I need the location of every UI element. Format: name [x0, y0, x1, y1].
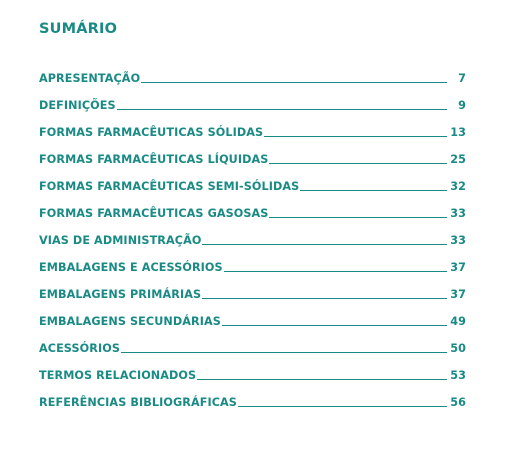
toc-entry-label: FORMAS FARMACÊUTICAS SÓLIDAS — [39, 126, 264, 139]
toc-entry-page: 37 — [450, 288, 466, 301]
toc-entry-page: 56 — [450, 396, 466, 409]
toc-entry[interactable] — [39, 180, 466, 207]
toc-entry-label: REFERÊNCIAS BIBLIOGRÁFICAS — [39, 396, 237, 409]
toc-entry-label: FORMAS FARMACÊUTICAS SEMI-SÓLIDAS — [39, 180, 300, 193]
toc-entry-label: EMBALAGENS PRIMÁRIAS — [39, 288, 202, 301]
toc-leader-line — [222, 325, 447, 326]
toc-leader-line — [300, 190, 447, 191]
page-title: SUMÁRIO — [39, 21, 118, 37]
toc-leader-line — [197, 379, 447, 380]
toc-leader-line — [269, 163, 447, 164]
toc-entry-page: 53 — [450, 369, 466, 382]
toc-entry-label: DEFINIÇÕES — [39, 99, 116, 112]
toc-entry-label: FORMAS FARMACÊUTICAS GASOSAS — [39, 207, 269, 220]
toc-leader-line — [269, 217, 447, 218]
toc-leader-line — [202, 244, 447, 245]
toc-entry-label: TERMOS RELACIONADOS — [39, 369, 197, 382]
toc-entry[interactable] — [39, 342, 466, 369]
table-of-contents — [39, 72, 466, 423]
toc-entry[interactable] — [39, 234, 466, 261]
toc-entry[interactable] — [39, 288, 466, 315]
toc-entry[interactable] — [39, 396, 466, 423]
toc-entry-page: 9 — [458, 99, 466, 112]
toc-entry-label: VIAS DE ADMINISTRAÇÃO — [39, 234, 202, 247]
toc-entry-page: 50 — [450, 342, 466, 355]
toc-entry-page: 37 — [450, 261, 466, 274]
toc-entry-label: FORMAS FARMACÊUTICAS LÍQUIDAS — [39, 153, 269, 166]
toc-entry-page: 13 — [450, 126, 466, 139]
toc-entry[interactable] — [39, 315, 466, 342]
toc-leader-line — [224, 271, 447, 272]
toc-leader-line — [141, 82, 447, 83]
toc-entry[interactable] — [39, 72, 466, 99]
toc-entry[interactable] — [39, 153, 466, 180]
toc-entry[interactable] — [39, 99, 466, 126]
toc-leader-line — [202, 298, 447, 299]
toc-entry[interactable] — [39, 369, 466, 396]
toc-entry-page: 49 — [450, 315, 466, 328]
toc-leader-line — [121, 352, 447, 353]
toc-entry-label: APRESENTAÇÃO — [39, 72, 141, 85]
toc-entry[interactable] — [39, 126, 466, 153]
toc-entry-page: 33 — [450, 207, 466, 220]
toc-entry-label: EMBALAGENS SECUNDÁRIAS — [39, 315, 221, 328]
toc-entry-page: 25 — [450, 153, 466, 166]
toc-entry-label: ACESSÓRIOS — [39, 342, 120, 355]
toc-entry-page: 33 — [450, 234, 466, 247]
toc-leader-line — [117, 109, 447, 110]
toc-leader-line — [264, 136, 447, 137]
toc-entry-page: 32 — [450, 180, 466, 193]
toc-entry[interactable] — [39, 261, 466, 288]
toc-entry[interactable] — [39, 207, 466, 234]
toc-leader-line — [238, 406, 447, 407]
toc-entry-page: 7 — [458, 72, 466, 85]
toc-entry-label: EMBALAGENS E ACESSÓRIOS — [39, 261, 223, 274]
